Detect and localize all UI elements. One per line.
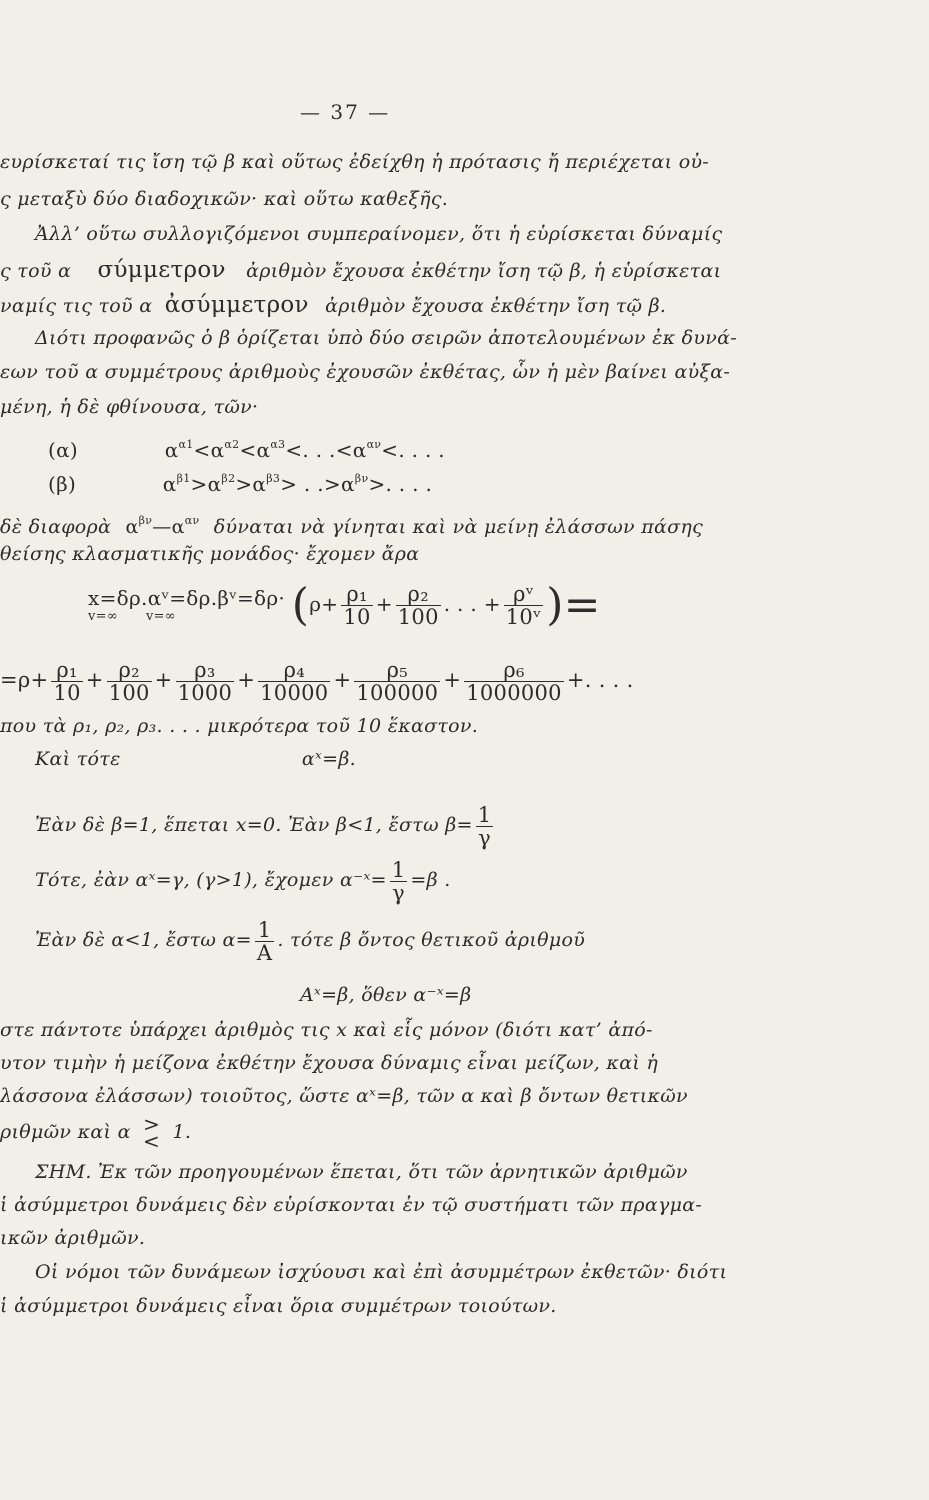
close-paren-equals: )= (546, 579, 601, 631)
fraction-num: ρ₁ (51, 659, 82, 682)
text-line-5-end: ἀριθμὸν ἔχουσα ἐκθέτην ἴση τῷ β. (325, 295, 667, 317)
text-line-22: ἱ ἀσύμμετροι δυνάμεις δὲν εὑρίσκονται ἐν τῷ συστήματι τῶν πραγμα- (0, 1194, 703, 1216)
less-sign: < (143, 1129, 161, 1153)
greater-or-less-sign (143, 1112, 161, 1153)
limit-chain: x=δρ.αᵛ=δρ.βᵛ=δρ· (88, 585, 286, 610)
text-line-2: ς μεταξὺ δύο διαδοχικῶν· καὶ οὕτω καθεξῆς. (0, 188, 449, 210)
text-line-4-end: ἀριθμὸν ἔχουσα ἐκθέτην ἴση τῷ β, ἡ εὑρίσκεται (246, 260, 722, 282)
fraction-den: 100000 (356, 681, 439, 705)
text-line-8: μένη, ἡ δὲ φθίνουσα, τῶν· (0, 396, 259, 418)
limit-under (88, 609, 285, 625)
series-fraction (464, 659, 564, 704)
series-fraction (51, 659, 82, 704)
text-line-1: ευρίσκεταί τις ἴση τῷ β καὶ οὕτως ἐδείχθη ἡ πρότασις ἤ περιέχεται οὐ- (0, 151, 710, 173)
series-alpha (48, 433, 445, 462)
series-beta-label: (β) (48, 472, 77, 496)
text-line-16: Αˣ=β, ὅθεν α⁻ˣ=β (300, 984, 472, 1006)
series-end: +. . . . (566, 668, 634, 692)
text-line-24: Οἱ νόμοι τῶν δυνάμεων ἰσχύουσι καὶ ἐπὶ ἀσυμμέτρων ἐκθετῶν· διότι (35, 1261, 728, 1283)
text-line-7: εων τοῦ α συμμέτρους ἀριθμοὺς ἐχουσῶν ἐκθέτας, ὧν ἡ μὲν βαίνει αὐξα- (0, 361, 731, 383)
plus-sign: + (443, 668, 462, 692)
series-alpha-expression: $\alpha^{\alpha 1}<\alpha^{\alpha 2}<\alpha^{\alpha 3}<$. . $.<\alpha^{\alpha\nu}<$. . . . (164, 438, 445, 462)
text-line-9-end: δύναται νὰ γίνηται καὶ νὰ μείνῃ ἐλάσσων πάσης (213, 516, 704, 538)
text-line-20-end: 1. (172, 1121, 192, 1143)
difference-expression: $\alpha^{\beta\nu}—\alpha^{\alpha\nu}$ (125, 514, 200, 538)
text-line-9-start: δὲ διαφορὰ (0, 516, 112, 538)
text-line-13-text: Ἐὰν δὲ β=1, ἕπεται x=0. Ἐὰν β<1, ἔστω β= (35, 814, 473, 836)
text-line-17: στε πάντοτε ὑπάρχει ἀριθμὸς τις x καὶ εἷς μόνον (διότι κατ’ ἀπό- (0, 1019, 653, 1041)
text-line-20 (0, 1112, 191, 1152)
greater-sign: > (143, 1112, 161, 1136)
limit-subscript-2: v=∞ (145, 608, 176, 624)
equation-limit: x=δρ.αᵛ=δρ.βᵛ=δρ· v=∞ v=∞ (ρ+ $\frac{\text{ρ₁}}{10}$ + $\frac{\text{ρ₂}}{100}$ . . . + $\frac{\text{ρᵛ}}{\text{10ᵛ}}$ )= (88, 579, 601, 631)
fraction-rhov-10v (504, 583, 543, 628)
fraction-den: 1000 (177, 681, 233, 705)
text-line-5-start: ναμίς τις τοῦ α (0, 295, 153, 317)
series-terms (48, 658, 566, 705)
series-fraction (258, 659, 330, 704)
text-line-15-start: Ἐὰν δὲ α<1, ἔστω α= (35, 929, 252, 951)
fraction-num: 1 (255, 919, 274, 942)
series-fraction (354, 659, 440, 704)
limit-subscript-1: v=∞ (88, 608, 118, 624)
fraction-den: 1000000 (466, 681, 562, 705)
text-line-20-start: ριθμῶν καὶ α (0, 1121, 131, 1143)
open-paren: ( (291, 579, 310, 631)
page-number: — 37 — (300, 100, 391, 124)
plus-sign: + (333, 668, 352, 692)
series-fraction (176, 659, 235, 704)
text-line-12-start: Καὶ τότε (35, 748, 121, 770)
fraction-den: 10ᵛ (505, 605, 542, 629)
plus-sign: + (237, 668, 256, 692)
fraction-num: ρ₄ (258, 659, 330, 682)
fraction-num: ρ₁ (341, 583, 372, 606)
fraction-1-gamma (390, 859, 408, 904)
fraction-1-A (255, 919, 274, 964)
text-line-11: που τὰ ρ₁, ρ₂, ρ₃. . . . μικρότερα τοῦ 10 ἕκαστον. (0, 715, 479, 737)
fraction-num: ρ₂ (107, 659, 152, 682)
fraction-num: 1 (477, 802, 492, 827)
text-line-14-end: =β . (410, 869, 451, 891)
fraction-num: 1 (391, 857, 406, 882)
text-line-12 (35, 747, 356, 771)
text-line-25: ἱ ἀσύμμετροι δυνάμεις εἶναι ὅρια συμμέτρων τοιούτων. (0, 1295, 557, 1317)
fraction-den: 10 (343, 605, 371, 629)
text-line-13 (35, 795, 496, 855)
text-line-19: λάσσονα ἐλάσσων) τοιοῦτος, ὥστε αˣ=β, τῶν α καὶ β ὄντων θετικῶν (0, 1085, 688, 1107)
text-line-10: θείσης κλασματικῆς μονάδος· ἔχομεν ἄρα (0, 543, 420, 565)
text-line-21: ΣΗΜ. Ἐκ τῶν προηγουμένων ἕπεται, ὅτι τῶν ἀρνητικῶν ἀριθμῶν (35, 1161, 688, 1183)
text-line-14 (35, 850, 451, 910)
fraction-num: ρ₃ (176, 659, 235, 682)
plus-sign: + (85, 668, 104, 692)
text-line-4 (0, 258, 721, 283)
text-line-18: υτον τιμὴν ἡ μείζονα ἐκθέτην ἔχουσα δύναμις εἶναι μείζων, καὶ ἡ (0, 1052, 659, 1074)
text-line-15 (35, 910, 585, 970)
fraction-rho1-10 (341, 583, 372, 628)
text-line-3: Ἀλλ’ οὕτω συλλογιζόμενοι συμπεραίνομεν, ὅτι ἡ εὑρίσκεται δύναμίς (35, 223, 723, 245)
fraction-den: 100 (397, 605, 439, 629)
text-line-6: Διότι προφανῶς ὁ β ὁρίζεται ὑπὸ δύο σειρῶν ἀποτελουμένων ἐκ δυνά- (35, 327, 737, 349)
rho-term: ρ (309, 592, 322, 616)
fraction-den: γ (392, 880, 405, 905)
fraction-num: ρᵛ (504, 583, 543, 606)
equation-series (0, 652, 634, 708)
series-beta (48, 467, 432, 496)
plus-sign: + (154, 668, 173, 692)
fraction-num: ρ₆ (464, 659, 564, 682)
word-symmetron: σύμμετρον (97, 257, 226, 283)
ellipsis: . . . (443, 592, 478, 616)
series-fraction (107, 659, 152, 704)
fraction-num: ρ₅ (354, 659, 440, 682)
text-line-4-start: ς τοῦ α (0, 260, 72, 282)
text-line-9 (0, 509, 703, 539)
fraction-rho2-100 (396, 583, 441, 628)
fraction-den: 10000 (260, 681, 329, 705)
fraction-den: γ (478, 825, 491, 850)
text-line-23: ικῶν ἀριθμῶν. (0, 1227, 146, 1249)
limit-expression (88, 587, 285, 625)
text-line-15-end: . τότε β ὄντος θετικοῦ ἀριθμοῦ (277, 929, 586, 951)
word-asymmetron: ἀσύμμετρον (164, 292, 309, 318)
fraction-num: ρ₂ (396, 583, 441, 606)
fraction-den: 10 (53, 681, 81, 705)
fraction-den: Α (256, 940, 273, 965)
text-line-5 (0, 293, 666, 318)
series-beta-expression: $\alpha^{\beta 1}>\alpha^{\beta 2}>\alpha^{\beta 3}>$ . $.>\alpha^{\beta\nu}>$. . . . (162, 472, 433, 496)
fraction-1-gamma (476, 804, 494, 849)
series-start: =ρ+ (0, 668, 49, 692)
text-line-14-start: Τότε, ἐὰν αˣ=γ, (γ>1), ἔχομεν α⁻ˣ= (35, 869, 387, 891)
fraction-den: 100 (108, 681, 150, 705)
series-alpha-label: (α) (48, 438, 79, 462)
text-line-12-end: αˣ=β. (301, 748, 356, 770)
